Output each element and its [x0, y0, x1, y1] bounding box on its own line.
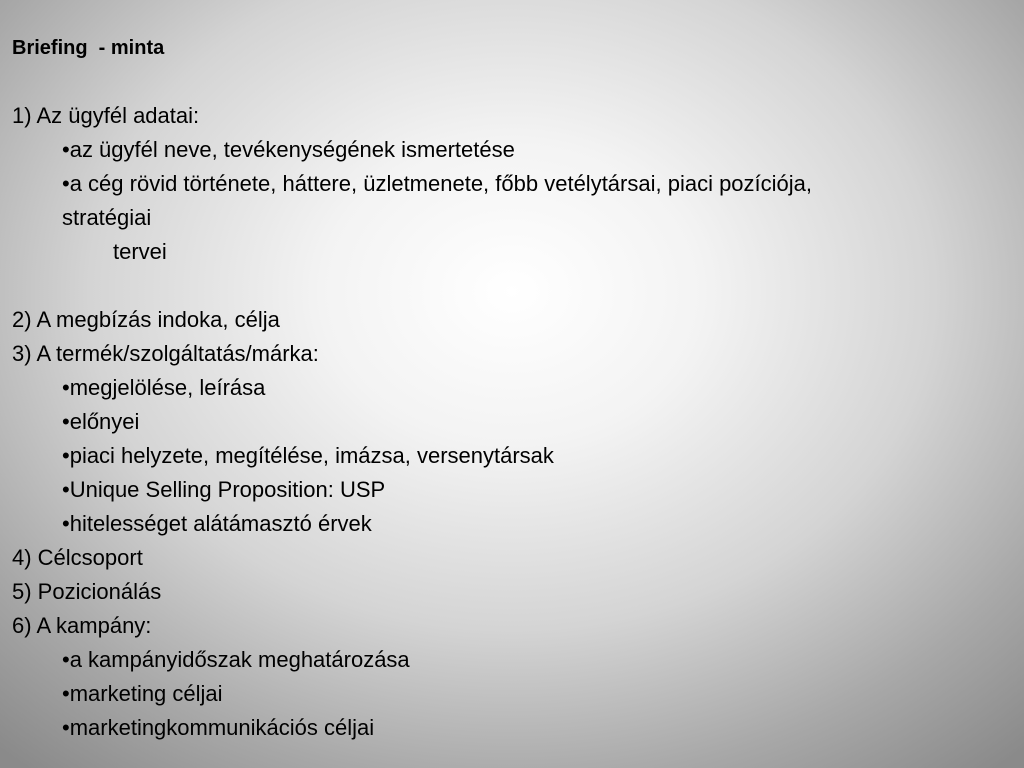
section-3-bullet-3: •piaci helyzete, megítélése, imázsa, versenytársak [62, 443, 554, 468]
section-3-bullet-5: •hitelességet alátámasztó érvek [62, 511, 372, 536]
section-3-bullet-1: •megjelölése, leírása [62, 375, 266, 400]
section-1-bullet-2: •a cég rövid története, háttere, üzletmenete, főbb vetélytársai, piaci pozíciója, [62, 171, 813, 196]
slide-title: Briefing - minta [12, 37, 165, 59]
section-1-bullet-1: •az ügyfél neve, tevékenységének ismertetése [62, 137, 515, 162]
section-5-heading: 5) Pozicionálás [12, 579, 162, 604]
section-3-heading: 3) A termék/szolgáltatás/márka: [12, 341, 319, 366]
section-2-heading: 2) A megbízás indoka, célja [12, 307, 280, 332]
section-4-heading: 4) Célcsoport [12, 545, 143, 570]
section-3-bullet-4: •Unique Selling Proposition: USP [62, 477, 386, 502]
section-1-bullet-2-continued-2: tervei [113, 239, 167, 264]
section-1-bullet-2-continued: stratégiai [62, 205, 152, 230]
section-6-bullet-3: •marketingkommunikációs céljai [62, 715, 375, 740]
section-6-heading: 6) A kampány: [12, 613, 152, 638]
section-6-bullet-2: •marketing céljai [62, 681, 223, 706]
section-3-bullet-2: •előnyei [62, 409, 140, 434]
section-6-bullet-1: •a kampányidőszak meghatározása [62, 647, 410, 672]
section-1-heading: 1) Az ügyfél adatai: [12, 103, 200, 128]
